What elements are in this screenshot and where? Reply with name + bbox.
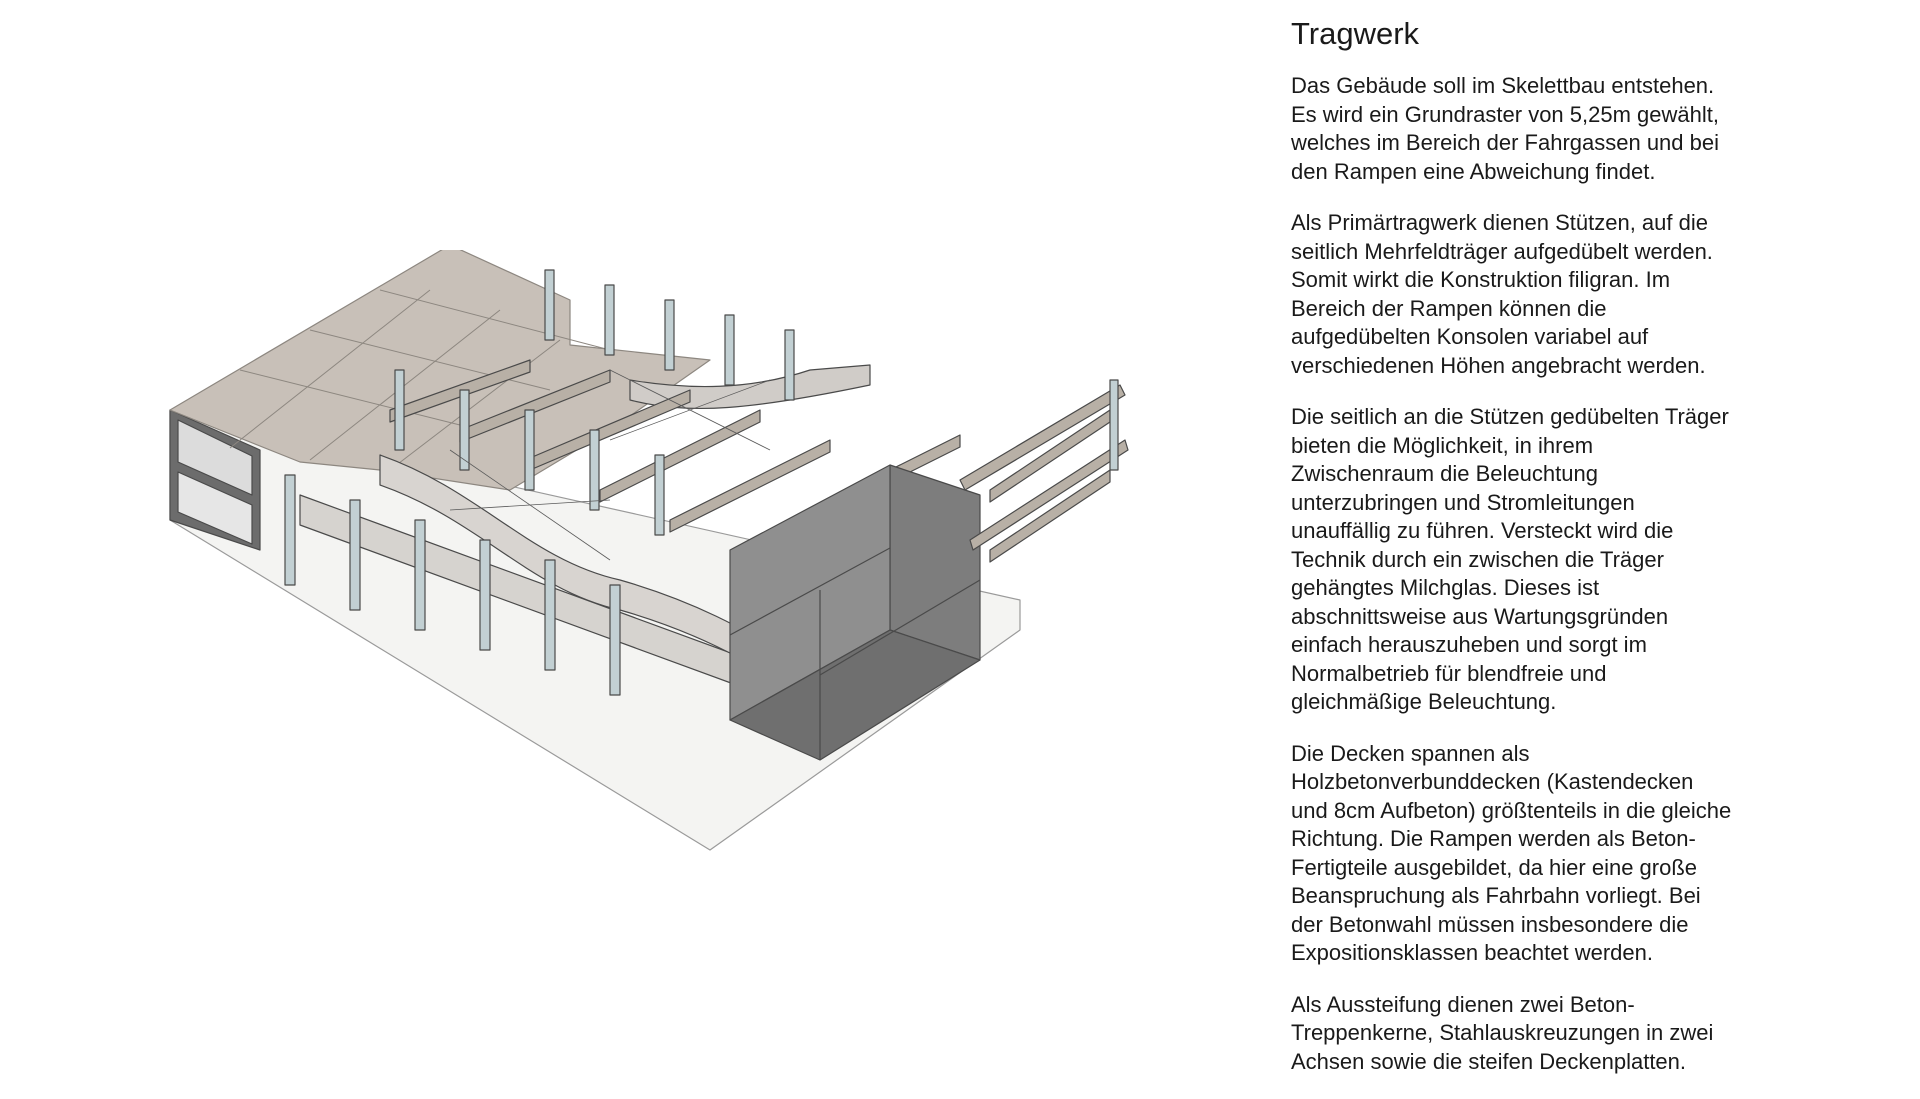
structural-axonometric-drawing (150, 250, 1230, 870)
paragraph-beleuchtung: Die seitlich an die Stützen gedübelten Träger bieten die Möglichkeit, in ihrem Zwischenraum die Beleuchtung unterzubringen und Stromleitungen unauffällig zu führen. Versteckt wird die Technik durch ein zwischen die Träger gehängtes Milchglas. Dieses ist abschnittsweise aus Wartungsgründen einfach herauszuheben und sorgt im Normalbetrieb für blendfreie und gleichmäßige Beleuchtung. (1291, 404, 1729, 714)
paragraph-decken: Die Decken spannen als Holzbetonverbunddecken (Kastendecken und 8cm Aufbeton) größtenteils in die gleiche Richtung. Die Rampen werden als Beton- Fertigteile ausgebildet, da hier eine große Beanspruchung als Fahrbahn vorliegt. Bei der Betonwahl müssen insbesondere die Expositionsklassen beachtet werden. (1291, 740, 1732, 965)
section-title: Tragwerk (1291, 16, 1420, 51)
stair-core (730, 465, 980, 760)
paragraph-aussteifung: Als Aussteifung dienen zwei Beton- Treppenkerne, Stahlauskreuzungen in zwei Achsen sowie die steifen Deckenplatten. (1291, 991, 1714, 1074)
text-column (1291, 14, 1771, 1099)
paragraph-skelettbau: Das Gebäude soll im Skelettbau entstehen. Es wird ein Grundraster von 5,25m gewählt, welches im Bereich der Fahrgassen und bei den Rampen eine Abweichung findet. (1291, 73, 1720, 184)
paragraph-primaertragwerk: Als Primärtragwerk dienen Stützen, auf die seitlich Mehrfeldträger aufgedübelt werden. Somit wirkt die Konstruktion filigran. Im Bereich der Rampen können die aufgedübelten Konsolen variabel auf verschiedenen Höhen angebracht werden. (1291, 210, 1713, 378)
